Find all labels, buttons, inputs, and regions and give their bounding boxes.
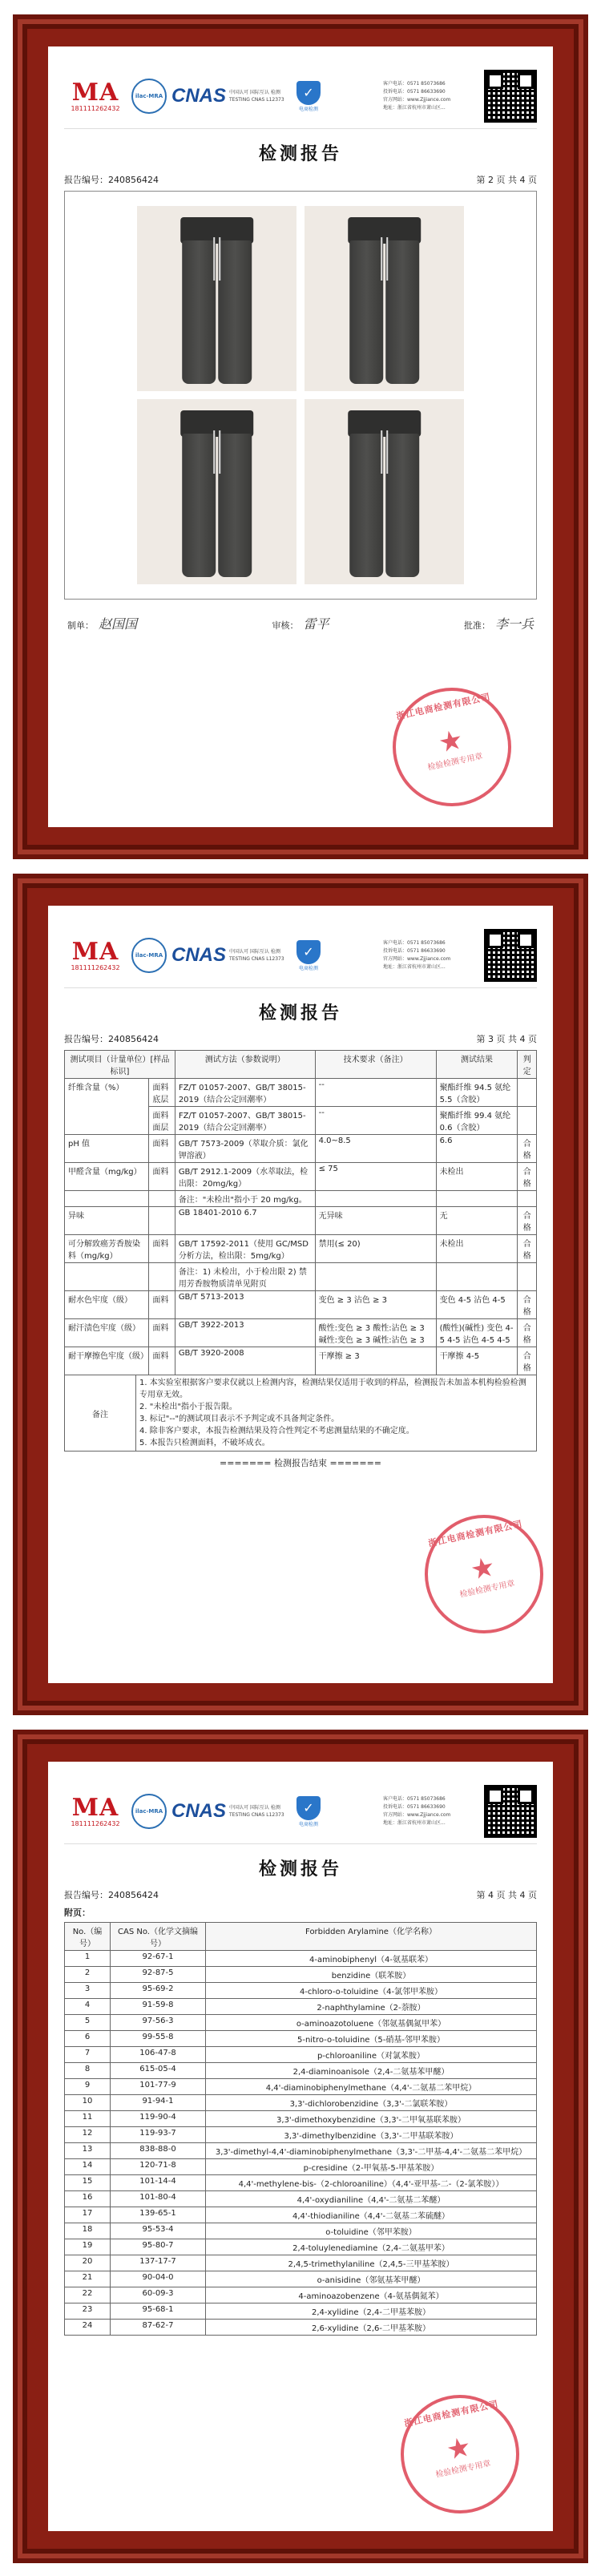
cell-no: 4 (65, 1999, 111, 2015)
table-row (65, 2031, 537, 2047)
cell-cas: 119-93-7 (111, 2127, 206, 2143)
paper (48, 46, 553, 827)
cell-method: GB/T 2912.1-2009（水萃取法，检出限：20mg/kg） (175, 1163, 315, 1191)
cell-cas: 92-87-5 (111, 1967, 206, 1983)
cell-cas: 95-69-2 (111, 1983, 206, 1999)
cell-name: p-cresidine（2-甲氧基-5-甲基苯胺） (206, 2159, 537, 2175)
cell-name: 3,3'-dimethyl-4,4'-diaminobiphenylmethane（3,3'-二甲基-4,4'-二氨基二苯甲烷） (206, 2143, 537, 2159)
cell-name: 3,3'-dichlorobenzidine（3,3'-二氯联苯胺） (206, 2095, 537, 2111)
cell-result: 聚酯纤维 94.5 氨纶 5.5（含胶） (436, 1079, 518, 1107)
cell-no: 23 (65, 2303, 111, 2320)
ilac-mra-icon: ilac-MRA (131, 938, 167, 973)
cell-name: 2,4-toluylenediamine（2,4-二氨基甲苯） (206, 2239, 537, 2255)
table-row (65, 1079, 537, 1107)
cma-number: 181111262432 (71, 963, 120, 971)
contact-line: 地址：浙江省杭州市萧山区... (383, 964, 446, 970)
page-indicator: 第 3 页 共 4 页 (476, 1034, 537, 1044)
notes-content: 1. 本实验室根据客户要求仅就以上检测内容，检测结果仅适用于收到的样品，检测报告未加盖本机构检验检测专用章无效。 2. "未检出"指小于报告限。 3. 标记"--"的测试项目表示不予判定或不具备判定条件。 4. 除非客户要求，本报告检测结果及符合性判定不考虑测量结果的不确定度。 5. 本报告只检测面料，不破坏成衣。 (136, 1375, 537, 1452)
results-table (64, 1050, 537, 1375)
table-row (65, 2015, 537, 2031)
cert-text: 中国认可 国际互认 检测 TESTING CNAS L12373 (229, 1805, 284, 1818)
cell-requirement (315, 1191, 436, 1207)
cell-no: 5 (65, 2015, 111, 2031)
table-row (65, 1951, 537, 1967)
cell-judgement: 合格 (518, 1207, 537, 1235)
cell-item: 异味 (65, 1207, 149, 1235)
report-page-4 (13, 1730, 588, 2563)
report-meta (64, 173, 537, 186)
cell-name: 2,4,5-trimethylaniline（2,4,5-三甲基苯胺） (206, 2255, 537, 2271)
table-row (65, 2063, 537, 2079)
cnas-logo: CNAS (171, 85, 227, 107)
cell-name: 2,4-xylidine（2,4-二甲基苯胺） (206, 2303, 537, 2320)
cell-name: 2-naphthylamine（2-萘胺） (206, 1999, 537, 2015)
table-row (65, 1191, 537, 1207)
cell-name: 4,4'-diaminobiphenylmethane（4,4'-二氨基二苯甲烷） (206, 2079, 537, 2095)
col-cas: CAS No.（化学文摘编号） (111, 1923, 206, 1951)
qr-code-icon[interactable] (484, 929, 537, 982)
col-item: 测试项目（计量单位）[样品标识] (65, 1051, 175, 1079)
report-meta (64, 1032, 537, 1045)
cell-no: 7 (65, 2047, 111, 2063)
cell-cas: 615-05-4 (111, 2063, 206, 2079)
table-row (65, 1163, 537, 1191)
cma-mark: MA (71, 1793, 119, 1822)
ecommerce-badge (290, 937, 327, 974)
cell-part: 面料 (149, 1135, 175, 1163)
cell-part: 面料 (149, 1291, 175, 1319)
cell-result: 变色 4-5 沾色 4-5 (436, 1291, 518, 1319)
badge-caption: 电商检测 (298, 1821, 318, 1827)
cell-no: 21 (65, 2271, 111, 2287)
col-method: 测试方法（参数说明） (175, 1051, 315, 1079)
appendix-label: 附页： (64, 1908, 91, 1918)
cell-method: GB 18401-2010 6.7 (175, 1207, 315, 1235)
cell-result: 聚酯纤维 99.4 氨纶 0.6（含胶） (436, 1107, 518, 1135)
table-row (65, 2287, 537, 2303)
col-judgement: 判定 (518, 1051, 537, 1079)
cma-mark: MA (71, 78, 119, 107)
reviewer-signature: 审核： 雷平 (272, 616, 329, 632)
cell-judgement (518, 1263, 537, 1291)
shield-check-icon: ✓ (296, 1796, 321, 1820)
cell-name: 4-aminoazobenzene（4-氨基偶氮苯） (206, 2287, 537, 2303)
table-row (65, 1983, 537, 1999)
official-stamp: 浙江电商检测有限公司 ★ 检验检测专用章 (389, 2384, 530, 2525)
cell-no: 8 (65, 2063, 111, 2079)
table-row (65, 1207, 537, 1235)
official-stamp: 浙江电商检测有限公司 ★ 检验检测专用章 (413, 1504, 553, 1645)
cma-number: 181111262432 (71, 104, 120, 112)
maker-signature: 制单： 赵国国 (67, 616, 138, 632)
contact-line: 投诉电话：0571 86633690 (383, 1804, 446, 1810)
cma-mark: MA (71, 937, 119, 966)
cell-method: 备注："未检出"指小于 20 mg/kg。 (175, 1191, 315, 1207)
cell-method: 备注：1) 未检出，小于检出限 2) 禁用芳香胺物质清单见附页 (175, 1263, 315, 1291)
report-number: 报告编号：240856424 (64, 1890, 159, 1900)
contact-line: 地址：浙江省杭州市萧山区... (383, 105, 446, 111)
cell-no: 10 (65, 2095, 111, 2111)
table-row (65, 1347, 537, 1375)
cell-name: 4,4'-thiodianiline（4,4'-二氨基二苯硫醚） (206, 2207, 537, 2223)
shield-check-icon: ✓ (296, 81, 321, 105)
table-row (65, 1235, 537, 1263)
table-row (65, 2111, 537, 2127)
cell-judgement: 合格 (518, 1163, 537, 1191)
cell-item: 耐水色牢度（级） (65, 1291, 149, 1319)
cell-cas: 101-14-4 (111, 2175, 206, 2191)
cell-name: 4-chloro-o-toluidine（4-氯邻甲苯胺） (206, 1983, 537, 1999)
table-row (65, 2095, 537, 2111)
cell-part: 面料 (149, 1319, 175, 1347)
cell-result (436, 1263, 518, 1291)
table-row (65, 1263, 537, 1291)
table-row (65, 1319, 537, 1347)
cell-cas: 92-67-1 (111, 1951, 206, 1967)
cnas-logo: CNAS (171, 944, 227, 966)
signature-row (64, 614, 537, 632)
cell-part: 面料 (149, 1347, 175, 1375)
page-indicator: 第 4 页 共 4 页 (476, 1890, 537, 1900)
report-page-2 (13, 14, 588, 859)
report-header (64, 64, 537, 129)
cell-requirement: 变色 ≥ 3 沾色 ≥ 3 (315, 1291, 436, 1319)
cell-judgement (518, 1079, 537, 1107)
cell-no: 20 (65, 2255, 111, 2271)
cell-judgement (518, 1107, 537, 1135)
paper (48, 1762, 553, 2531)
cell-name: 4,4'-methylene-bis-（2-chloroaniline）（4,4'-亚甲基-二-（2-氯苯胺）） (206, 2175, 537, 2191)
report-title: 检测报告 (258, 1859, 342, 1880)
table-row (65, 2175, 537, 2191)
cma-logo (64, 78, 127, 112)
report-end: ======= 检测报告结束 ======= (219, 1458, 382, 1468)
table-row (65, 1967, 537, 1983)
sample-photos (64, 191, 537, 600)
cell-judgement (518, 1191, 537, 1207)
star-icon: ★ (467, 1549, 498, 1587)
cell-requirement: 酸性:变色 ≥ 3 酸性:沾色 ≥ 3 碱性:变色 ≥ 3 碱性:沾色 ≥ 3 (315, 1319, 436, 1347)
contact-line: 投诉电话：0571 86633690 (383, 948, 446, 954)
cell-requirement: ≤ 75 (315, 1163, 436, 1191)
cell-requirement: 禁用(≤ 20) (315, 1235, 436, 1263)
report-title: 检测报告 (258, 144, 342, 164)
cell-cas: 119-90-4 (111, 2111, 206, 2127)
arylamine-table (64, 1922, 537, 2336)
report-number: 报告编号：240856424 (64, 175, 159, 185)
star-icon: ★ (443, 2429, 474, 2467)
cell-judgement: 合格 (518, 1235, 537, 1263)
cell-cas: 838-88-0 (111, 2143, 206, 2159)
cell-no: 12 (65, 2127, 111, 2143)
cell-part: 面料底层 (149, 1079, 175, 1107)
cell-method: GB/T 7573-2009（萃取介质：氯化钾溶液） (175, 1135, 315, 1163)
cell-cas: 97-56-3 (111, 2015, 206, 2031)
table-row (65, 2143, 537, 2159)
cell-no: 15 (65, 2175, 111, 2191)
contact-line: 官方网站：www.Zjjiance.com (383, 1812, 451, 1818)
cell-requirement: 干摩擦 ≥ 3 (315, 1347, 436, 1375)
cell-result: 6.6 (436, 1135, 518, 1163)
cell-method: GB/T 17592-2011（使用 GC/MSD 分析方法，检出限：5mg/kg） (175, 1235, 315, 1263)
cell-result: 未检出 (436, 1235, 518, 1263)
official-stamp: 浙江电商检测有限公司 ★ 检验检测专用章 (381, 676, 522, 818)
table-row (65, 2079, 537, 2095)
cell-judgement: 合格 (518, 1347, 537, 1375)
cell-cas: 91-94-1 (111, 2095, 206, 2111)
cell-no: 22 (65, 2287, 111, 2303)
table-row (65, 2207, 537, 2223)
star-icon: ★ (435, 722, 466, 760)
report-header (64, 923, 537, 988)
cell-name: p-chloroaniline（对氯苯胺） (206, 2047, 537, 2063)
cell-result: 未检出 (436, 1163, 518, 1191)
approver-signature: 批准： 李一兵 (463, 616, 534, 632)
cell-name: 2,4-diaminoanisole（2,4-二氨基苯甲醚） (206, 2063, 537, 2079)
ecommerce-badge (290, 1793, 327, 1830)
report-page-3 (13, 874, 588, 1715)
table-row (65, 2047, 537, 2063)
table-row (65, 2239, 537, 2255)
cell-result: 无 (436, 1207, 518, 1235)
contact-info (383, 939, 479, 971)
cell-name: o-toluidine（邻甲苯胺） (206, 2223, 537, 2239)
report-number: 报告编号：240856424 (64, 1034, 159, 1044)
cell-name: o-aminoazotoluene（邻氨基偶氮甲苯） (206, 2015, 537, 2031)
cell-item: 甲醛含量（mg/kg） (65, 1163, 149, 1191)
cell-part: 面料 (149, 1235, 175, 1263)
cell-name: 4,4'-oxydianiline（4,4'-二氨基二苯醚） (206, 2191, 537, 2207)
cell-requirement: -- (315, 1079, 436, 1107)
table-row (65, 2223, 537, 2239)
cell-no: 9 (65, 2079, 111, 2095)
cell-requirement: 无异味 (315, 1207, 436, 1235)
cma-logo (64, 1793, 127, 1827)
notes-label: 备注 (65, 1375, 136, 1452)
cell-part (149, 1263, 175, 1291)
cell-item (65, 1263, 149, 1291)
cell-item: 耐汗渍色牢度（级） (65, 1319, 149, 1347)
cell-name: 5-nitro-o-toluidine（5-硝基-邻甲苯胺） (206, 2031, 537, 2047)
cert-text: 中国认可 国际互认 检测 TESTING CNAS L12373 (229, 949, 284, 962)
table-row (65, 2255, 537, 2271)
cell-cas: 60-09-3 (111, 2287, 206, 2303)
badge-caption: 电商检测 (298, 965, 318, 971)
shield-check-icon: ✓ (296, 940, 321, 964)
paper (48, 906, 553, 1683)
cell-no: 14 (65, 2159, 111, 2175)
cell-cas: 101-77-9 (111, 2079, 206, 2095)
table-row (65, 1135, 537, 1163)
cell-result: (酸性)(碱性) 变色 4-5 4-5 沾色 4-5 4-5 (436, 1319, 518, 1347)
sample-photo (137, 206, 296, 391)
cell-part: 面料 (149, 1163, 175, 1191)
page-indicator: 第 2 页 共 4 页 (476, 175, 537, 185)
cell-part (149, 1207, 175, 1235)
table-row (65, 2159, 537, 2175)
cell-cas: 120-71-8 (111, 2159, 206, 2175)
contact-line: 客户电话：0571 85073686 (383, 81, 446, 87)
cma-logo (64, 937, 127, 971)
cell-name: o-anisidine（邻氨基苯甲醚） (206, 2271, 537, 2287)
cell-result: 干摩擦 4-5 (436, 1347, 518, 1375)
cell-cas: 90-04-0 (111, 2271, 206, 2287)
sample-photo (137, 399, 296, 584)
cell-no: 13 (65, 2143, 111, 2159)
qr-code-icon[interactable] (484, 70, 537, 123)
contact-info (383, 1795, 479, 1827)
cell-item: 可分解致癌芳香胺染料（mg/kg） (65, 1235, 149, 1263)
contact-line: 官方网站：www.Zjjiance.com (383, 97, 451, 103)
cell-name: 3,3'-dimethoxybenzidine（3,3'-二甲氧基联苯胺） (206, 2111, 537, 2127)
table-row (65, 2271, 537, 2287)
contact-info (383, 80, 479, 112)
cell-cas: 95-53-4 (111, 2223, 206, 2239)
report-meta (64, 1888, 537, 1901)
notes-table (64, 1375, 537, 1452)
cell-cas: 87-62-7 (111, 2320, 206, 2336)
cell-part (149, 1191, 175, 1207)
cell-no: 1 (65, 1951, 111, 1967)
cell-cas: 95-80-7 (111, 2239, 206, 2255)
table-row (65, 2127, 537, 2143)
cell-name: 4-aminobiphenyl（4-氨基联苯） (206, 1951, 537, 1967)
cell-no: 16 (65, 2191, 111, 2207)
cell-method: GB/T 5713-2013 (175, 1291, 315, 1319)
cell-cas: 101-80-4 (111, 2191, 206, 2207)
ecommerce-badge (290, 78, 327, 115)
cell-no: 11 (65, 2111, 111, 2127)
cell-name: 2,6-xylidine（2,6-二甲基苯胺） (206, 2320, 537, 2336)
col-no: No.（编号） (65, 1923, 111, 1951)
cell-method: GB/T 3922-2013 (175, 1319, 315, 1347)
table-row (65, 2320, 537, 2336)
cell-item (65, 1191, 149, 1207)
cell-requirement: -- (315, 1107, 436, 1135)
sample-photo (305, 206, 464, 391)
cell-name: 3,3'-dimethylbenzidine（3,3'-二甲基联苯胺） (206, 2127, 537, 2143)
cell-method: FZ/T 01057-2007、GB/T 38015-2019（结合公定回潮率） (175, 1079, 315, 1107)
cell-result (436, 1191, 518, 1207)
cell-method: FZ/T 01057-2007、GB/T 38015-2019（结合公定回潮率） (175, 1107, 315, 1135)
col-arylamine: Forbidden Arylamine（化学名称） (206, 1923, 537, 1951)
cell-no: 17 (65, 2207, 111, 2223)
cell-item: 纤维含量（%） (65, 1079, 149, 1135)
contact-line: 客户电话：0571 85073686 (383, 940, 446, 946)
cell-no: 18 (65, 2223, 111, 2239)
cma-number: 181111262432 (71, 1819, 120, 1827)
table-row (65, 2303, 537, 2320)
cell-judgement: 合格 (518, 1135, 537, 1163)
cell-cas: 139-65-1 (111, 2207, 206, 2223)
table-row (65, 1291, 537, 1319)
contact-line: 投诉电话：0571 86633690 (383, 89, 446, 95)
cnas-logo: CNAS (171, 1800, 227, 1822)
cell-part: 面料面层 (149, 1107, 175, 1135)
contact-line: 客户电话：0571 85073686 (383, 1796, 446, 1802)
contact-line: 地址：浙江省杭州市萧山区... (383, 1820, 446, 1826)
cell-cas: 99-55-8 (111, 2031, 206, 2047)
cell-no: 19 (65, 2239, 111, 2255)
cell-cas: 137-17-7 (111, 2255, 206, 2271)
cert-text: 中国认可 国际互认 检测 TESTING CNAS L12373 (229, 90, 284, 103)
report-title: 检测报告 (258, 1003, 342, 1024)
cell-cas: 91-59-8 (111, 1999, 206, 2015)
table-row (65, 2191, 537, 2207)
contact-line: 官方网站：www.Zjjiance.com (383, 956, 451, 962)
cell-cas: 95-68-1 (111, 2303, 206, 2320)
ilac-mra-icon: ilac-MRA (131, 1794, 167, 1829)
qr-code-icon[interactable] (484, 1785, 537, 1838)
cell-method: GB/T 3920-2008 (175, 1347, 315, 1375)
cell-no: 2 (65, 1967, 111, 1983)
cell-requirement (315, 1263, 436, 1291)
cell-no: 6 (65, 2031, 111, 2047)
ilac-mra-icon: ilac-MRA (131, 79, 167, 114)
col-result: 测试结果 (436, 1051, 518, 1079)
report-header (64, 1779, 537, 1844)
cell-item: pH 值 (65, 1135, 149, 1163)
cell-judgement: 合格 (518, 1291, 537, 1319)
cell-no: 24 (65, 2320, 111, 2336)
cell-item: 耐干摩擦色牢度（级） (65, 1347, 149, 1375)
sample-photo (305, 399, 464, 584)
badge-caption: 电商检测 (298, 106, 318, 112)
cell-cas: 106-47-8 (111, 2047, 206, 2063)
table-row (65, 1999, 537, 2015)
cell-judgement: 合格 (518, 1319, 537, 1347)
cell-no: 3 (65, 1983, 111, 1999)
cell-requirement: 4.0~8.5 (315, 1135, 436, 1163)
col-requirement: 技术要求（备注） (315, 1051, 436, 1079)
cell-name: benzidine（联苯胺） (206, 1967, 537, 1983)
